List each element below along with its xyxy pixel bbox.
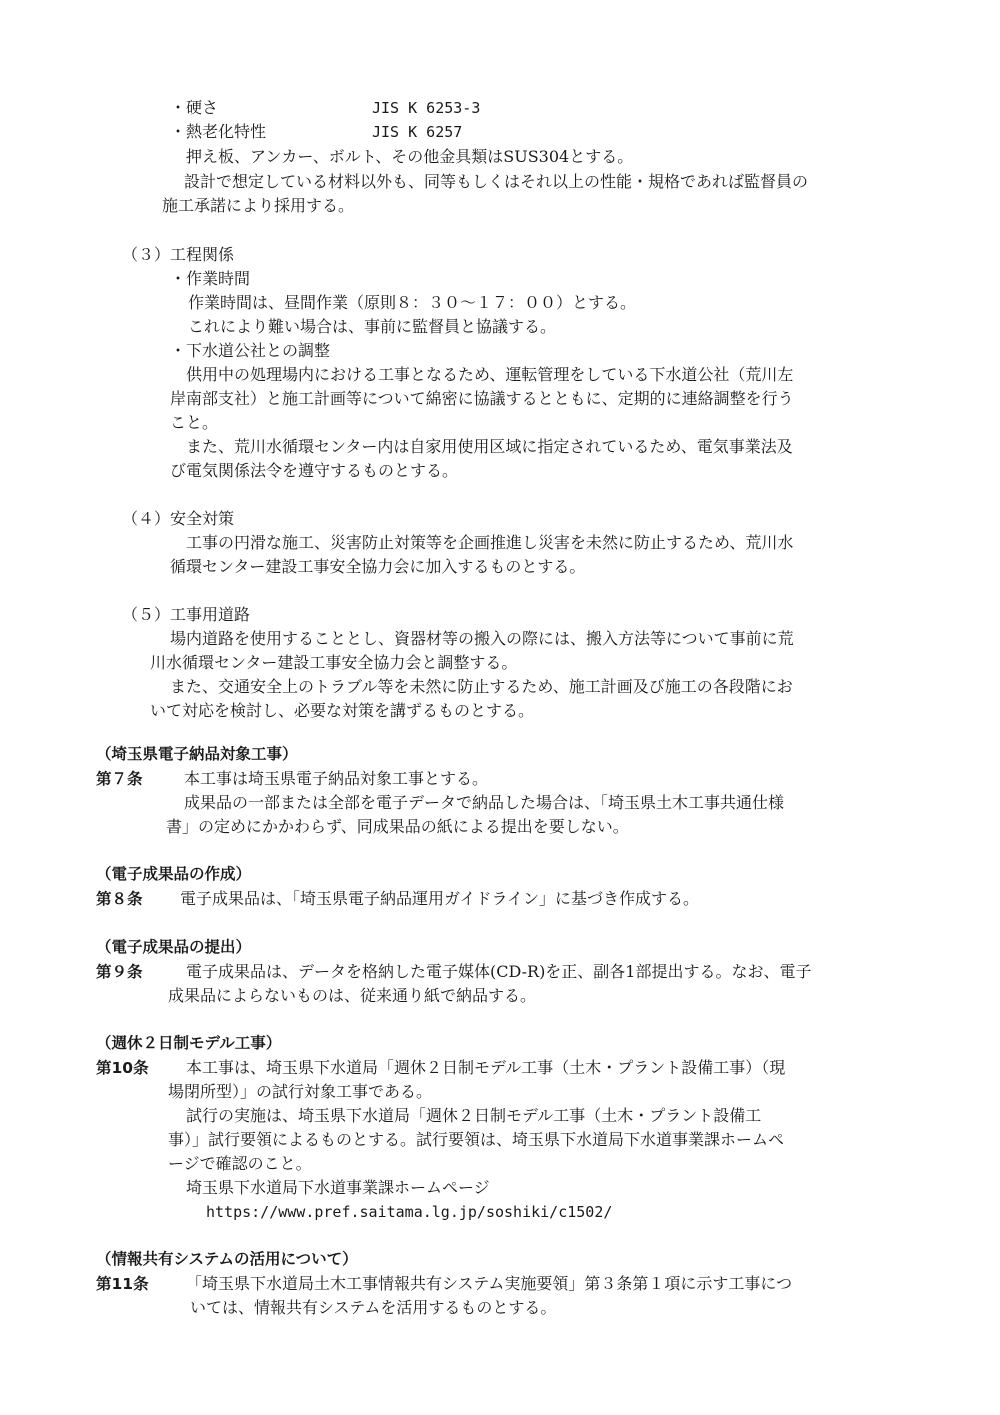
paragraph-fittings: 押え板、アンカー、ボルト、その他金具類はSUS304とする。 (186, 147, 634, 166)
article-11-line1: 「埼玉県下水道局土木工事情報共有システム実施要領」第３条第１項に示す工事につ (186, 1274, 793, 1293)
article-10-number: 第10条 (96, 1059, 149, 1077)
road-line4: いて対応を検討し、必要な対策を講ずるものとする。 (150, 701, 535, 720)
homepage-url[interactable]: https://www.pref.saitama.lg.jp/soshiki/c1502/ (206, 1203, 613, 1221)
section-3-heading: （３）工程関係 (122, 245, 235, 264)
article-9-line2: 成果品によらないものは、従来通り紙で納品する。 (168, 986, 537, 1005)
section-5-heading: （５）工事用道路 (122, 605, 251, 624)
article-10-line1: 本工事は、埼玉県下水道局「週休２日制モデル工事（土木・プラント設備工事）（現 (186, 1058, 786, 1077)
paragraph-materials-line1: 設計で想定している材料以外も、同等もしくはそれ以上の性能・規格であれば監督員の (184, 172, 809, 191)
hardness-standard: JIS K 6253-3 (372, 99, 481, 117)
coordination-label: ・下水道公社との調整 (170, 341, 331, 360)
article-7-line1: 本工事は埼玉県電子納品対象工事とする。 (184, 769, 489, 788)
safety-line1: 工事の円滑な施工、災害防止対策等を企画推進し災害を未然に防止するため、荒川水 (186, 533, 794, 552)
article-8-title: （電子成果品の作成） (96, 865, 252, 883)
worktime-line1: 作業時間は、昼間作業（原則８：３０～１７：００）とする。 (188, 293, 637, 312)
article-7-line2: 成果品の一部または全部を電子データで納品した場合は、「埼玉県土木工事共通仕様 (184, 793, 785, 812)
aging-label: ・熱老化特性 (170, 122, 267, 141)
worktime-label: ・作業時間 (170, 269, 251, 288)
article-11-number: 第11条 (96, 1275, 149, 1293)
article-9-number: 第９条 (96, 963, 143, 981)
aging-standard: JIS K 6257 (372, 123, 463, 141)
article-10-title: （週休２日制モデル工事） (96, 1034, 282, 1052)
road-line3: また、交通安全上のトラブル等を未然に防止するため、施工計画及び施工の各段階にお (170, 677, 793, 696)
article-10-line5: ージで確認のこと。 (168, 1154, 312, 1173)
article-11-title: （情報共有システムの活用について） (96, 1250, 358, 1268)
article-8-number: 第８条 (96, 890, 143, 908)
article-10-line4: 事）」試行要領によるものとする。試行要領は、埼玉県下水道局下水道事業課ホームペ (168, 1130, 785, 1149)
hardness-label: ・硬さ (170, 98, 219, 117)
article-8-line1: 電子成果品は、「埼玉県電子納品運用ガイドライン」に基づき作成する。 (180, 889, 700, 908)
article-9-line1: 電子成果品は、データを格納した電子媒体(CD-R)を正、副各1部提出する。なお、電子 (186, 962, 812, 981)
paragraph-materials-line2: 施工承諾により採用する。 (162, 196, 355, 215)
article-11-line2: いては、情報共有システムを活用するものとする。 (190, 1298, 557, 1317)
article-9-title: （電子成果品の提出） (96, 938, 252, 956)
article-10-line3: 試行の実施は、埼玉県下水道局「週休２日制モデル工事（土木・プラント設備工 (186, 1106, 762, 1125)
road-line1: 場内道路を使用することとし、資器材等の搬入の際には、搬入方法等について事前に荒 (170, 629, 794, 648)
section-4-heading: （４）安全対策 (122, 509, 235, 528)
homepage-label: 埼玉県下水道局下水道事業課ホームページ (186, 1178, 490, 1197)
safety-line2: 循環センター建設工事安全協力会に加入するものとする。 (170, 557, 586, 576)
coordination-line3: こと。 (170, 413, 219, 432)
coordination-line4: また、荒川水循環センター内は自家用使用区域に指定されているため、電気事業法及 (186, 437, 793, 456)
coordination-line5: び電気関係法令を遵守するものとする。 (170, 461, 459, 480)
road-line2: 川水循環センター建設工事安全協力会と調整する。 (150, 653, 518, 672)
article-7-title: （埼玉県電子納品対象工事） (96, 745, 298, 763)
coordination-line1: 供用中の処理場内における工事となるため、運転管理をしている下水道公社（荒川左 (186, 365, 794, 384)
article-7-line3: 書」の定めにかかわらず、同成果品の紙による提出を要しない。 (166, 817, 629, 836)
coordination-line2: 岸南部支社）と施工計画等について綿密に協議するとともに、定期的に連絡調整を行う (170, 389, 794, 408)
article-7-number: 第７条 (96, 770, 143, 788)
worktime-line2: これにより難い場合は、事前に監督員と協議する。 (188, 317, 557, 336)
article-10-line2: 場閉所型）」の試行対象工事である。 (168, 1082, 433, 1101)
